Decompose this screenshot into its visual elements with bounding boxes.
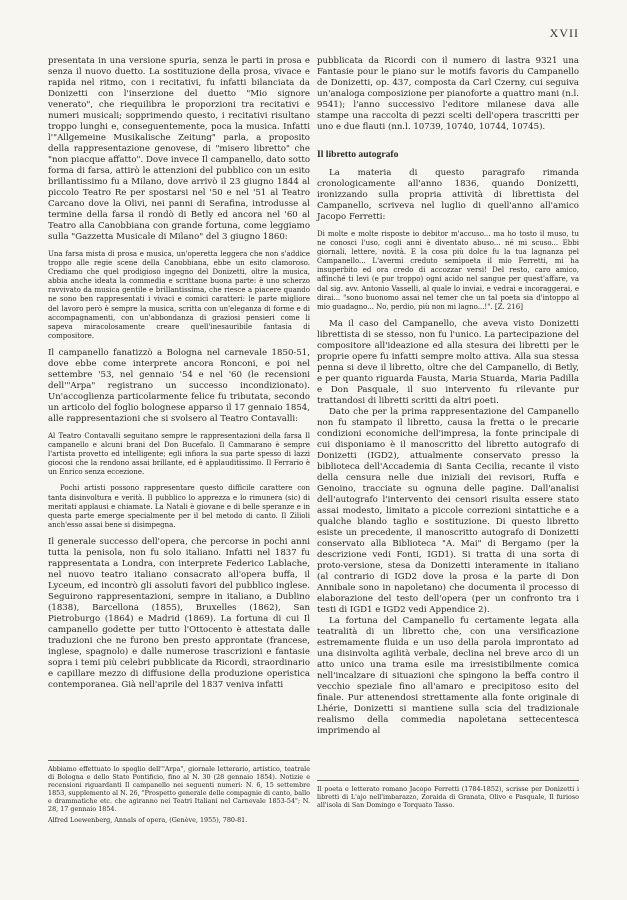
footnote: Il poeta e letterato romano Jacopo Ferretti (1784-1852), scrisse per Donizetti i libretti di L'ajo nell'imbarazzo, Zoraida di Granata, Olivo e Pasquale, Il furioso all'isola di San Domingo e Torquato Tasso.	[317, 785, 579, 809]
quote-text: Una farsa mista di prosa e musica, un'operetta leggera che non s'addice troppo alle regie scene della Canobbiana, ebbe un esito clamoroso. Crediamo che quel prodigioso ingegno del Donizetti, oltre la musica, abbia anche ideata la commedia e scrittane buona parte: è uno scherzo ravvivato da musica gentile e brillantissima, che riesce a piacere quando ne sono ben rappresentati i vivaci e comici caratteri: le parte migliore del lavoro però è sempre la musica, scritta con un'eleganza di forme e di accompagnamenti, con un'abbondanza di graziosi pensieri come li sapeva miracolosamente creare quell'inesauribile fantasia di compositore.	[48, 250, 310, 340]
paragraph: Ma il caso del Campanello, che aveva visto Donizetti librettista di se stesso, non fu l'unico. La partecipazione del compositore all'ideazione ed alla stesura dei libretti per le proprie opere fu infatti sempre molto attiva. Alla sua stessa penna si deve il libretto, oltre che del Campanello, di Betly, e per quanto riguarda Fausta, Maria Stuarda, Maria Padilla e Don Pasquale, il suo intervento fu rilevante pur trattandosi di libretti scritti da altri poeti.	[317, 318, 579, 406]
paragraph: La fortuna del Campanello fu certamente legata alla teatralità di un libretto che, con una versificazione estremamente fluida e un uso della parola improntato ad una disinvolta agilità verbale, declina nel breve arco di un atto unico una trama esile ma irresistibilmente comica nell'incalzare di situazioni che spingono la beffa contro il vecchio speziale fino all'amaro e precipitoso esito del finale. Pur attenendosi strettamente alla fonte originale di Lhérie, Donizetti si mantiene sulla scia del tradizionale realismo della commedia napoletana settecentesca imprimendo al	[317, 615, 579, 736]
page-number: XVII	[549, 26, 579, 40]
footnote: Abbiamo effettuato lo spoglio dell'"Arpa", giornale letterario, artistico, teatrale di Bologna e dello Stato Pontificio, fino al N. 30 (28 gennaio 1854). Notizie e recensioni riguardanti Il campanello nei seguenti numeri: N. 6, 15 settembre 1853, supplemento al N. 26, "Prospetto generale delle compagnie di canto, ballo e drammatiche etc. che agiranno nei Teatri Italiani nel Carnevale 1853-54"; N. 28, 17 gennaio 1854.	[48, 765, 310, 813]
paragraph: presentata in una versione spuria, senza le parti in prosa e senza il nuovo duetto. La sostituzione della prosa, vivace e rapida nel ritmo, con i recitativi, fu infatti bilanciata da Donizetti con l'inserzione del duetto "Mio signore venerato", che riequilibra le proporzioni tra recitativi e numeri musicali; sopprimendo questo, i recitativi risultano troppo lunghi e, conseguentemente, poca la musica. Infatti l'"Allgemeine Musikalische Zeitung" parla, a proposito della rappresentazione genovese, di "misero libretto" che "non piacque affatto". Dove invece Il campanello, dato sotto forma di farsa, attirò le attenzioni del pubblico con un esito brillantissimo fu a Milano, dove arrivò il 23 giugno 1844 al piccolo Teatro Re per spostarsi nel '50 e nel '51 al Teatro Carcano dove la Olivi, nei panni di Serafina, introdusse al termine della farsa il rondò di Betly ed ancora nel '60 al Teatro alla Canobbiana con grande fortuna, come leggiamo sulla "Gazzetta Musicale di Milano" del 3 giugno 1860:	[48, 56, 310, 242]
paragraph: pubblicata da Ricordi con il numero di lastra 9321 una Fantasie pour le piano sur le motifs favoris du Campanello de Donizetti, op. 437, composta da Carl Czerny, cui seguiva un'analoga composizione per pianoforte a quattro mani (n.l. 9541); l'anno successivo l'editore milanese dava alle stampe una raccolta di pezzi scelti dell'opera trascritti per uno e due flauti (nn.l. 10739, 10740, 10744, 10745).	[317, 56, 579, 132]
footnote: Alfred Loewenberg, Annals of opera, (Genève, 1955), 780-81.	[48, 816, 248, 824]
section-heading: Il libretto autografo	[317, 149, 399, 160]
quote-text: Di molte e molte risposte io debitor m'accuso... ma ho tosto il muso, tu ne conosci l'uso, cogli anni è diventato abuso... né mi scuso... Ebbi giornali, lettere, novità. E la cosa più dolce fu la tua lagnanza pel Campanello... L'avermi creduto semipoeta il mio Ferretti, mi ha insuperbito ed ora credo di accozzar versi! Del resto, caro amico, affinché ti levi (e pur troppo) ogni acido nel sangue per quest'affare, va dal sig. avv. Antonio Vasselli, al quale lo inviai, e vedrai e incoraggerai, e dirai... "sono buonomo assai nel temer che un tal poeta sia d'intoppo al mio guadagno... No, perdio, più non mi lagno...!". [Z. 216]	[317, 230, 579, 311]
quote-text: Pochi artisti possono rappresentare questo difficile carattere con tanta disinvoltura e verità. Il pubblico lo apprezza e lo rimunera (sic) di meritati applausi e chiamate. La Natali è giovane e di belle speranze e in questa parte emerge specialmente per il bel metodo di canto. Il Zilioli anch'esso assai bene si disimpegna.	[48, 484, 310, 529]
quote-text: Al Teatro Contavalli seguitano sempre le rappresentazioni della farsa Il campanello e alcuni brani del Don Bucefalo. Il Cammarano è sempre l'artista provetto ed intelligente; egli infiora la sua parte spesso di lazzi giocosi che la rendono assai brillante, ed è applauditissimo. Il Ferrario è un Enrico senza eccezione.	[48, 431, 310, 477]
left-column	[48, 56, 310, 691]
paragraph: La materia di questo paragrafo rimanda cronologicamente all'anno 1836, quando Donizetti, ironizzando sulla propria attività di librettista del Campanello, scriveva nel luglio di quell'anno all'amico Jacopo Ferretti:	[317, 168, 579, 222]
footnotes-left	[48, 760, 310, 827]
paragraph: Il campanello fanatizzò a Bologna nel carnevale 1850-51, dove ebbe come interprete ancora Ronconi, e poi nel settembre '53, nel gennaio '54 e nel '60 (le recensioni dell'"Arpa" registrano un successo incondizionato). Un'accoglienza particolarmente felice fu tributata, secondo un articolo del foglio bolognese apparso il 17 gennaio 1854, alle rappresentazioni che si svolsero al Teatro Contavalli:	[48, 347, 310, 424]
block-quote	[48, 432, 310, 530]
footnotes-right	[317, 780, 579, 812]
block-quote	[317, 230, 579, 312]
paragraph: Il generale successo dell'opera, che percorse in pochi anni tutta la penisola, non fu solo italiano. Infatti nel 1837 fu rappresentata a Londra, con interprete Federico Lablache, nel nuovo teatro italiano consacrato all'opera buffa, il Lyceum, ed incontrò gli assoluti favori del pubblico inglese. Seguirono rappresentazioni, sempre in italiano, a Dublino (1838), Barcellona (1855), Bruxelles (1862), San Pietroburgo (1864) e Madrid (1869). La fortuna di cui Il campanello godette per tutto l'Ottocento è attestata dalle traduzioni che ne furono ben presto approntate (francese, inglese, spagnolo) e dalle numerose trascrizioni e fantasie sopra i temi più celebri pubblicate da Ricordi, straordinario e capillare mezzo di diffusione della produzione operistica contemporanea. Già nell'aprile del 1837 veniva infatti	[48, 536, 310, 690]
paragraph: Dato che per la prima rappresentazione del Campanello non fu stampato il libretto, causa la fretta o le precarie condizioni economiche dell'impresa, la fonte principale di cui disponiamo è il manoscritto del libretto autografo di Donizetti (IGD2), attualmente conservato presso la biblioteca dell'Accademia di Santa Cecilia, recante il visto della censura nelle due iniziali dei revisori, Ruffa e Genoino, tracciate su ognuna delle pagine. Dall'analisi dell'autografo l'intervento dei censori risulta essere stato assai modesto, limitato a piccole correzioni sintattiche e a qualche blando taglio e sostituzione. Di questo libretto esiste un precedente, il manoscritto autografo di Donizetti conservato alla Biblioteca "A. Mai" di Bergamo (per la descrizione vedi Fonti, IGD1). Si tratta di una sorta di proto-versione, stesa da Donizetti interamente in italiano (al contrario di IGD2 dove la prosa e la parte di Don Annibale sono in napoletano) che documenta il processo di elaborazione del testo dell'opera (per un confronto tra i testi di IGD1 e IGD2 vedi Appendice 2).	[317, 406, 579, 615]
right-column	[317, 56, 579, 737]
block-quote	[48, 250, 310, 341]
